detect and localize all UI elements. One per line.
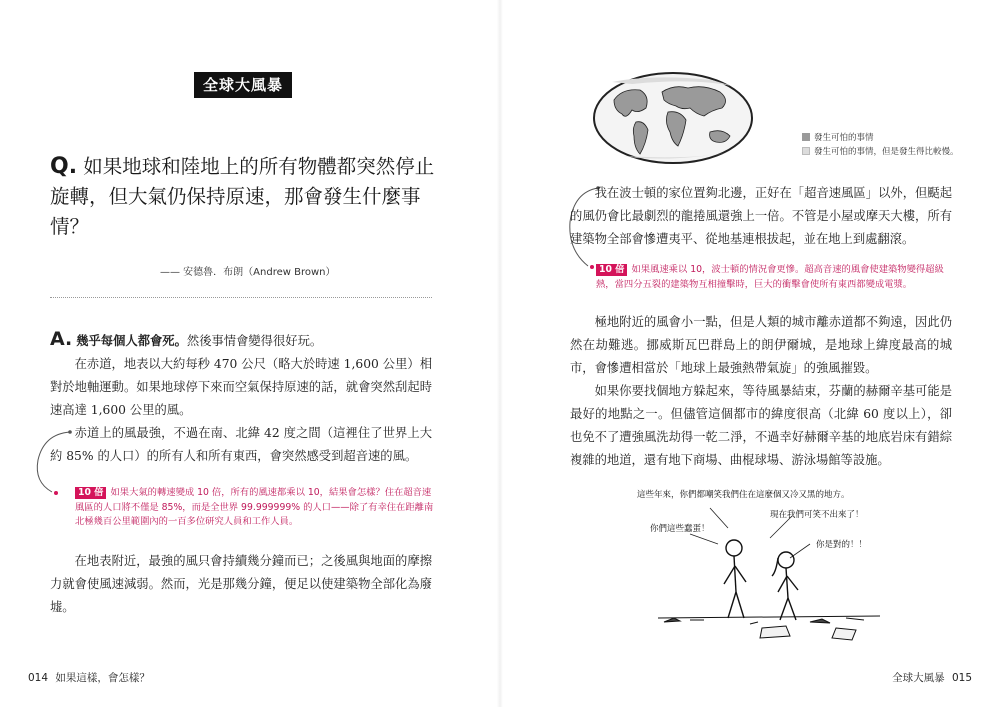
question-text: 如果地球和陸地上的所有物體都突然停止旋轉，但大氣仍保持原速，那會發生什麼事情？: [50, 155, 435, 238]
page-number: 015: [951, 672, 972, 684]
legend-swatch: [802, 133, 810, 141]
paragraph: 如果你要找個地方躲起來，等待風暴結束，芬蘭的赫爾辛基可能是最好的地點之一。但儘管這個都市的緯度很高（北緯 60 度以上），卻也免不了遭強風洗劫得一乾二淨，不過幸好赫爾辛基的地底岩床有錯綜複雜的地道，還有地下商場、曲棍球場、游泳場館等設施。: [570, 384, 952, 467]
answer-mark: A.: [50, 328, 73, 350]
legend-swatch: [802, 147, 810, 155]
legend-item: 發生可怕的事情，但是發生得比較慢。: [802, 145, 959, 159]
world-map-icon: [592, 70, 754, 166]
answer-lead: 幾乎每個人都會死。: [76, 334, 187, 348]
legend-item: 發生可怕的事情: [802, 131, 959, 145]
question-mark: Q.: [50, 154, 78, 179]
comic-caption: 現在我們可笑不出來了！: [770, 510, 864, 520]
note-tag: 10 倍: [75, 487, 106, 499]
footnote-10x: [75, 486, 435, 530]
chapter-badge: 全球大風暴: [194, 72, 292, 98]
comic-caption: 你們這些蠢蛋！: [650, 524, 710, 534]
paragraph: 在地表附近，最強的風只會持續幾分鐘而已；之後風與地面的摩擦力就會使風速減弱。然而，光是那幾分鐘，便足以使建築物全部化為廢墟。: [50, 554, 432, 614]
comic-caption: 你是對的！！: [816, 540, 868, 550]
note-bracket-icon: [30, 430, 72, 500]
footnote-10x-right: [596, 263, 956, 292]
folio-left: [24, 670, 150, 685]
folio-right: [892, 670, 976, 685]
right-page: [500, 0, 1000, 707]
map-legend: [802, 131, 959, 159]
note-text: 如果大氣的轉速變成 10 倍，所有的風速都乘以 10，結果會怎樣？住在超音速風區的人口將不僅是 85%，而是全世界 99.999999% 的人口——除了有幸住在距離南北極幾百公里範圍內的一百多位研究人員和工作人員。: [75, 487, 434, 527]
right-body-1: [570, 182, 952, 251]
comic-caption: 這些年來，你們都嘲笑我們住在這麼個又冷又黑的地方。: [637, 490, 850, 500]
paragraph: 赤道上的風最強，不過在南、北緯 42 度之間（這裡住了世界上大約 85% 的人口）的所有人和所有東西，會突然感受到超音速的風。: [50, 426, 432, 463]
page-number: 014: [28, 672, 49, 684]
running-title: 如果這樣，會怎樣？: [55, 672, 150, 684]
answer-lead-rest: 然後事情會變得很好玩。: [186, 334, 323, 348]
paragraph: 在赤道，地表以大約每秒 470 公尺（略大於時速 1,600 公里）相對於地軸運動。如果地球停下來而空氣保持原速的話，就會突然刮起時速高達 1,600 公里的風。: [50, 357, 432, 417]
answer-body: [50, 328, 432, 468]
divider: [50, 297, 432, 298]
paragraph: 極地附近的風會小一點，但是人類的城市離赤道都不夠遠，因此仍然在劫難逃。挪威斯瓦巴群島上的朗伊爾城，是地球上緯度最高的城市，會慘遭相當於「地球上最強熱帶氣旋」的強風摧毀。: [570, 315, 952, 375]
paragraph: 我在波士頓的家位置夠北邊，正好在「超音速風區」以外，但颳起的風仍會比最劇烈的龍捲風還強上一倍。不管是小屋或摩天大樓，所有建築物全部會慘遭夷平、從地基連根拔起，並在地上到處翻滾。: [570, 186, 952, 246]
note-tag: 10 倍: [596, 264, 627, 276]
note-text: 如果風速乘以 10，波士頓的情況會更慘。超高音速的風會使建築物變得超級熱，當四分五裂的建築物互相撞擊時，巨大的衝擊會使所有東西都變成電漿。: [596, 264, 944, 290]
question-author: —— 安德魯．布朗（Andrew Brown）: [160, 267, 336, 278]
question: [50, 152, 450, 242]
answer-body-2: [50, 550, 432, 619]
stick-figure-illustration-icon: [650, 500, 890, 648]
right-body-2: [570, 311, 952, 472]
running-title: 全球大風暴: [892, 672, 945, 684]
